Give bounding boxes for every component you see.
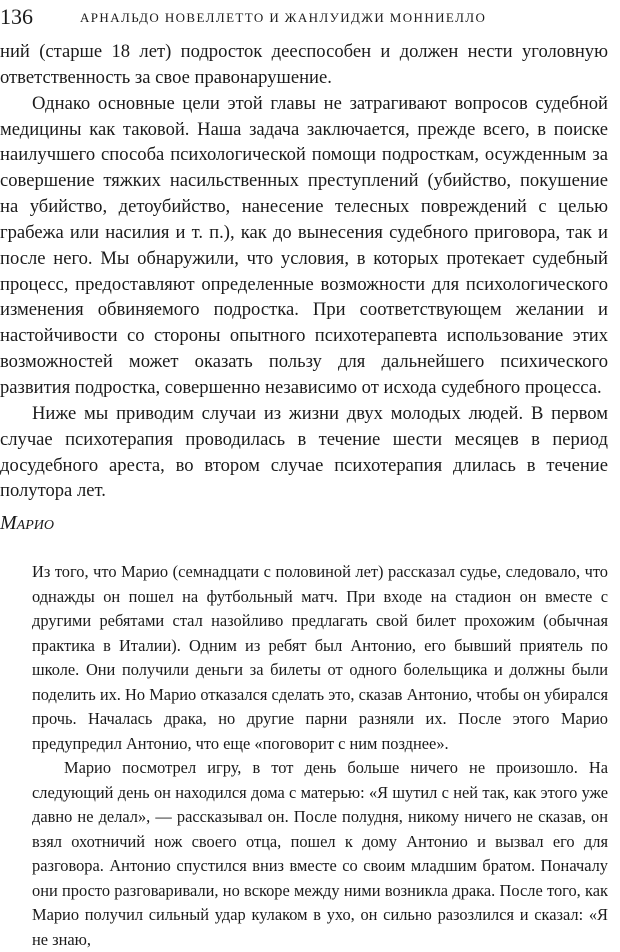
paragraph: ний (старше 18 лет) подросток дееспособен и должен нести уголовную ответственность за свое правонарушение.	[0, 41, 608, 88]
main-text	[0, 39, 608, 504]
page-number: 136	[0, 4, 33, 29]
page-header	[0, 4, 610, 34]
section-heading: Марио	[0, 512, 54, 534]
paragraph: Однако основные цели этой главы не затрагивают вопросов судебной медицины как таковой. Наша задача заключается, прежде всего, в поиске наилучшего способа психологической помощи подросткам, осужденным за совершение тяжких насильственных преступлений (убийство, покушение на убийство, детоубийство, нанесение телесных повреждений с целью грабежа или насилия и т. п.), как до вынесения судебного приговора, так и после него. Мы обнаружили, что условия, в которых протекает судебный процесс, предоставляют определенные возможности для психологического изменения обвиняемого подростка. При соответствующем желании и настойчивости со стороны опытного психотерапевта использование этих возможностей может оказать пользу для дальнейшего психического развития подростка, совершенно независимо от исхода судебного процесса.	[0, 92, 608, 398]
case-text	[32, 560, 608, 952]
case-paragraph: Из того, что Марио (семнадцати с половиной лет) рассказал судье, следовало, что однажды он пошел на футбольный матч. При входе на стадион он вместе с другими ребятами стал назойливо предлагать свой билет прохожим (обычная практика в Италии). Одним из ребят был Антонио, его бывший приятель по школе. Они получили деньги за билеты от одного болельщика и должны были поделить их. Но Марио отказался сделать это, сказав Антонио, чтобы он убирался прочь. Началась драка, но другие парни разняли их. После этого Марио предупредил Антонио, что еще «поговорит с ним позднее».	[32, 562, 608, 753]
case-paragraph: Марио посмотрел игру, в тот день больше ничего не произошло. На следующий день он находился дома с матерью: «Я шутил с ней так, как этого уже давно не делал», — рассказывал он. После полудня, никому ничего не сказав, он взял охотничий нож своего отца, пошел к дому Антонио и вызвал его для разговора. Антонио спустился вниз вместе со своим младшим братом. Поначалу они просто разговаривали, но вскоре между ними возникла драка. После того, как Марио получил сильный удар кулаком в ухо, он сильно разозлился и сказал: «Я не знаю,	[32, 758, 608, 949]
paragraph: Ниже мы приводим случаи из жизни двух молодых людей. В первом случае психотерапия проводилась в течение шести месяцев в период досудебного ареста, во втором случае психотерапия длилась в течение полутора лет.	[0, 402, 608, 502]
running-head: АРНАЛЬДО НОВЕЛЛЕТТО И ЖАНЛУИДЖИ МОННИЕЛЛО	[80, 10, 487, 25]
